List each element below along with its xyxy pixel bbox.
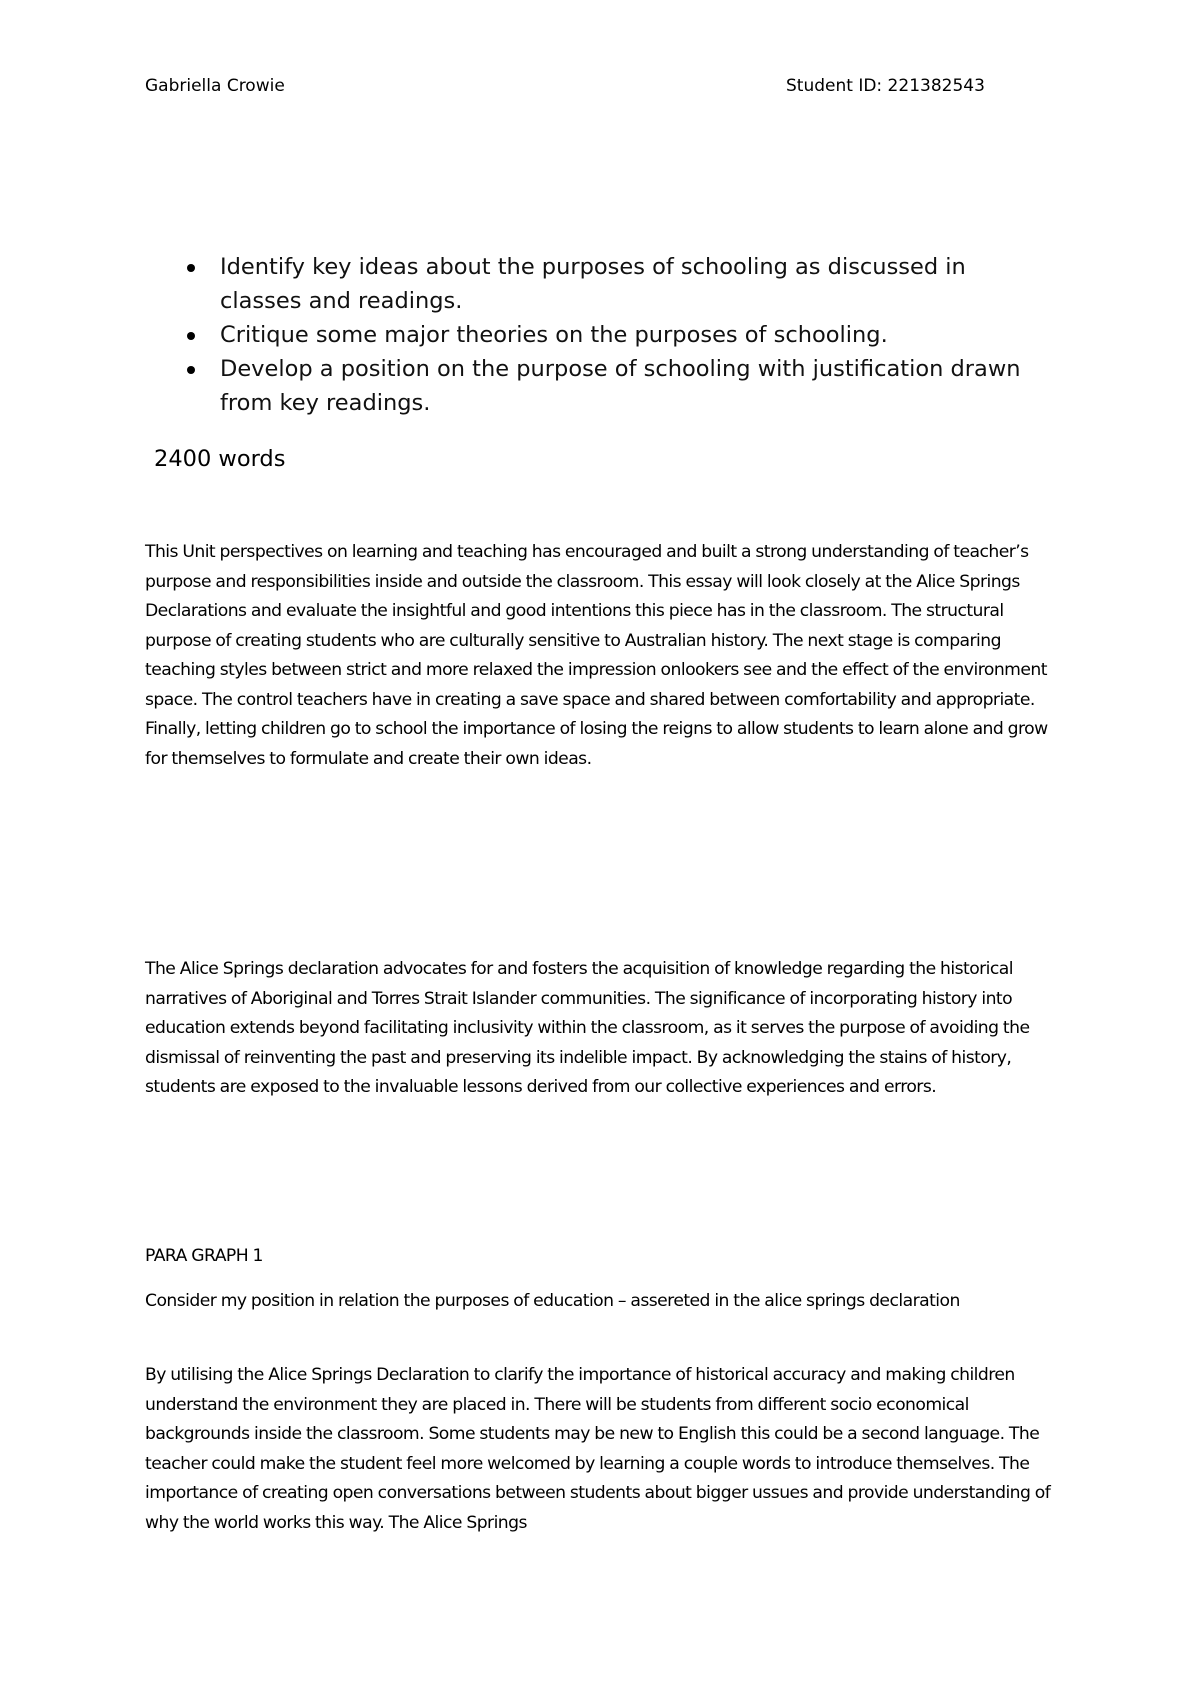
objective-item: Critique some major theories on the purposes of schooling. xyxy=(145,318,1040,352)
word-count: 2400 words xyxy=(154,446,286,472)
paragraph-heading: PARA GRAPH 1 xyxy=(145,1246,263,1266)
objective-item: Develop a position on the purpose of schooling with justification drawn from key readings. xyxy=(145,352,1040,420)
student-id: Student ID: 221382543 xyxy=(786,76,985,96)
objective-item: Identify key ideas about the purposes of schooling as discussed in classes and readings. xyxy=(145,250,1040,318)
consider-position-text: Consider my position in relation the purposes of education – assereted in the alice springs declaration xyxy=(145,1291,960,1311)
objectives-list xyxy=(145,250,1045,420)
alice-springs-paragraph: The Alice Springs declaration advocates for and fosters the acquisition of knowledge regarding the historical narratives of Aboriginal and Torres Strait Islander communities. The significance of incorporating history into education extends beyond facilitating inclusivity within the classroom, as it serves the purpose of avoiding the dismissal of reinventing the past and preserving its indelible impact. By acknowledging the stains of history, students are exposed to the invaluable lessons derived from our collective experiences and errors. xyxy=(145,959,1030,1097)
student-name: Gabriella Crowie xyxy=(145,76,285,96)
intro-paragraph: This Unit perspectives on learning and teaching has encouraged and built a strong understanding of teacher’s purpose and responsibilities inside and outside the classroom. This essay will look closely at the Alice Springs Declarations and evaluate the insightful and good intentions this piece has in the classroom. The structural purpose of creating students who are culturally sensitive to Australian history. The next stage is comparing teaching styles between strict and more relaxed the impression onlookers see and the effect of the environment space. The control teachers have in creating a save space and shared between comfortability and appropriate. Finally, letting children go to school the importance of losing the reigns to allow students to learn alone and grow for themselves to formulate and create their own ideas. xyxy=(145,542,1048,769)
paragraph-1-body: By utilising the Alice Springs Declaration to clarify the importance of historical accuracy and making children understand the environment they are placed in. There will be students from different socio economical backgrounds inside the classroom. Some students may be new to English this could be a second language. The teacher could make the student feel more welcomed by learning a couple words to introduce themselves. The importance of creating open conversations between students about bigger ussues and provide understanding of why the world works this way. The Alice Springs xyxy=(145,1365,1051,1533)
